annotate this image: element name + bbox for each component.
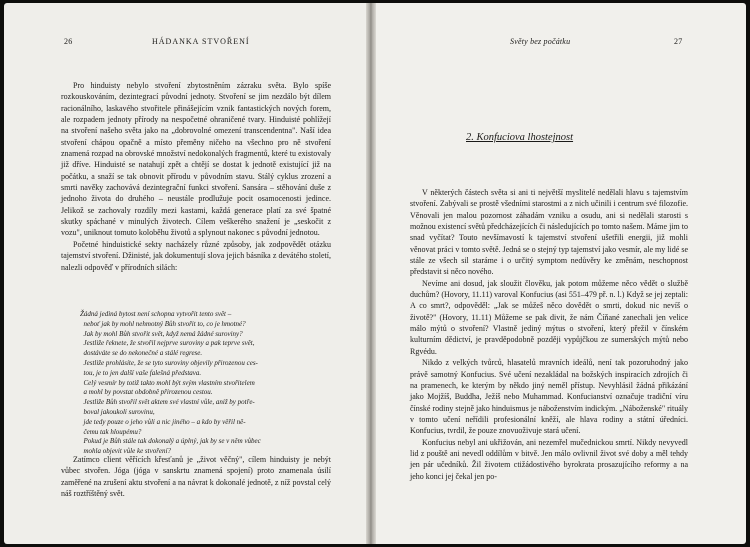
page-number: 27 xyxy=(674,37,683,46)
poem-quote xyxy=(80,310,320,457)
poem-line: boval jakoukoli surovinu, xyxy=(80,407,155,416)
poem-line: Jestliže Bůh stvořil svět aktem své vlastní vůle, aniž by potře- xyxy=(80,398,255,407)
poem-line: Jestliže řeknete, že stvořil nejprve suroviny a pak teprve svět, xyxy=(80,339,255,348)
paragraph: Zatímco client věřících křesťanů je „život věčný", cílem hinduisty je nebýt vůbec stvořen. Jóga (jóga v sanskrtu znamená spojení) proto znamenala úsilí zaměřené na zrušení aktu stvoření a na návrat k dokonalé jednotě, z níž povstal celý náš roztříštěný svět. xyxy=(61,455,331,499)
poem-line: čemu tak hloupému? xyxy=(80,427,142,436)
poem-line: Jak by mohl Bůh stvořit svět, když nemá žádné suroviny? xyxy=(80,329,243,338)
poem-line: a mohl by povstat obdobně přirozenou cestou. xyxy=(80,388,213,397)
paragraph: Pro hinduisty nebylo stvoření zbytostněním zázraku světa. Bylo spíše rozkouskováním, dezintegrací původní jednoty. Stvoření se jim nezdálo být dílem racionálního, laskavého stvořitele přinášejícím vznik fantastických nových forem, ale rozpadem jednoty přírody na nespočetné ohraničené tvary. Hinduisté pohlížejí na stvoření našeho světa jako na „dobrovolné omezení transcendentna". Naší idea stvoření chápou opačně a místo přeměny ničeho na všechno pro ně stvoření znamená rozpad na obrovské množství nedokonalých fragmentů, které tu existovaly již dříve. Hinduisté se natahují zpět a chtějí se dostat k jednotě existující již na počátku, a snaží se tak obnovit přírodu v původním stavu. Stálý cyklus zrození a smrti navěky zachovává dezintegrační funkci stvoření. Sansára – stěhování duše z jednoho života do druhého – neustále prodlužuje pocit osamocenosti jedince. Jelikož se zachovaly rozdíly mezi kastami, každá generace platí za své špatné skutky spáchané v minulých životech. Cílem veškerého snažení je „seskočit z vozu", uniknout tomuto koloběhu životů a splynout nakonec s původní jednotou. xyxy=(61,81,331,238)
poem-line: neboť jak by mohl nehmotný Bůh stvořit to, co je hmotné? xyxy=(80,319,246,328)
paragraph: Konfucius nebyl ani ukřižován, ani nezemřel mučednickou smrtí. Nikdy nevyvedl lid z pouště ani nevedl oddílům v bitvě. Jen málo ovlivnil život své doby a měl tehdy jen pár učedníků. Žil životem ctižádostivého byrokrata prosazujícího reformy a na jeho konci jej čekal jen po- xyxy=(410,437,688,481)
poem-line: jde tedy pouze o jeho vůli a nic jiného – a kdo by věřil ně- xyxy=(80,417,246,426)
poem-line: Jestliže prohlásíte, že se tyto suroviny objevily přirozenou ces- xyxy=(80,358,258,367)
running-head: Světy bez počátku xyxy=(510,37,571,46)
page-number: 26 xyxy=(64,37,73,46)
running-head: HÁDANKA STVOŘENÍ xyxy=(152,37,250,46)
body-text xyxy=(410,187,688,482)
paragraph: V některých částech světa si ani ti největší myslitelé nedělali hlavu s tajemstvím stvoření. Zabývali se prostě všedními starostmi a z nich učinili i centrum své filozofie. Věnovali jen malou pozornost záhadám vzniku a osudu, ani si nedělali starosti s možnou existencí světů předcházejících či následujících po tomto našem. Máme jim to snad vyčítat? Touto nevšímavostí k tajemství stvoření ušetřili energii, již mohli věnovat práci v tomto světě. Jedná se o stejný typ tajemství jako vesmír, ale my lidé se stále ze všech sil staráme i o určitý symptom nedůvěry ke změnám, neschopnost představit si něco nového. xyxy=(410,188,688,277)
poem-line: Žádná jediná bytost není schopna vytvořit tento svět – xyxy=(80,310,232,318)
section-heading: 2. Konfuciova lhostejnost xyxy=(466,132,574,143)
book-gutter xyxy=(366,3,376,544)
poem-line: tou, je to jen další vaše falešná představa. xyxy=(80,368,202,377)
poem-line: dostáváte se do nekonečné a stálé regrese. xyxy=(80,349,203,358)
left-page xyxy=(4,3,370,544)
right-page xyxy=(372,3,746,544)
paragraph: Nikdo z velkých tvůrců, hlasatelů mravních ideálů, není tak pozoruhodný jako právě samotný Konfucius. Své učení nezakládal na božských inspiracích zdrojích či na pramenech, ke kterým by někdo jiný neměl přístup. Nevyhlásil žádná přikázání jako Mojžíš, Buddha, Ježíš nebo Muhammad. Konfucianství označuje tradiční víru čínské rodiny stejně jako hinduismus je náboženstvím indickým. „Náboženské" rituály v tomto učení neřídili profesionální kněží, ale hlava rodiny a státní úředníci. Konfucius, tvrdil, že pouze znovuoživuje stará učení. xyxy=(410,358,688,436)
body-text xyxy=(61,80,331,273)
paragraph: Nevíme ani dosud, jak sloužit člověku, jak potom můžeme něco vědět o službě duchům? (Hovory, 11.11) varoval Konfucius (asi 551–479 př. n. l.) Když se jej zeptali: A co smrt?, odpověděl: „Jak se můžeš něco dovědět o smrti, dokud nic nevíš o životě?" (Hovory, 11.11) Můžeme se pak divit, že nám Číňané zanechali jen velice málo mýtů o stvoření? Vlastně jediný mýtus o stvoření, který přežil v čínském kulturním dědictví, je pravděpodobně později vypůjčkou ze sumerských mýtů nebo Rgvédu. xyxy=(410,278,688,356)
poem-line: Pokud je Bůh stále tak dokonalý a úplný, jak by se v něm vůbec xyxy=(80,437,261,446)
paragraph: Početné hinduistické sekty nacházely různé způsoby, jak zodpovědět otázku tajemství stvoření. Džinisté, jak dokumentují slova jejich básníka z devátého století, nalezli odpověď v přírodních silách: xyxy=(61,239,331,272)
body-text-after-poem xyxy=(61,454,331,499)
poem-line: mohla objevit vůle ke stvoření? xyxy=(80,447,171,456)
poem-line: Celý vesmír by totiž takto mohl být svým vlastním stvořitelem xyxy=(80,378,255,387)
